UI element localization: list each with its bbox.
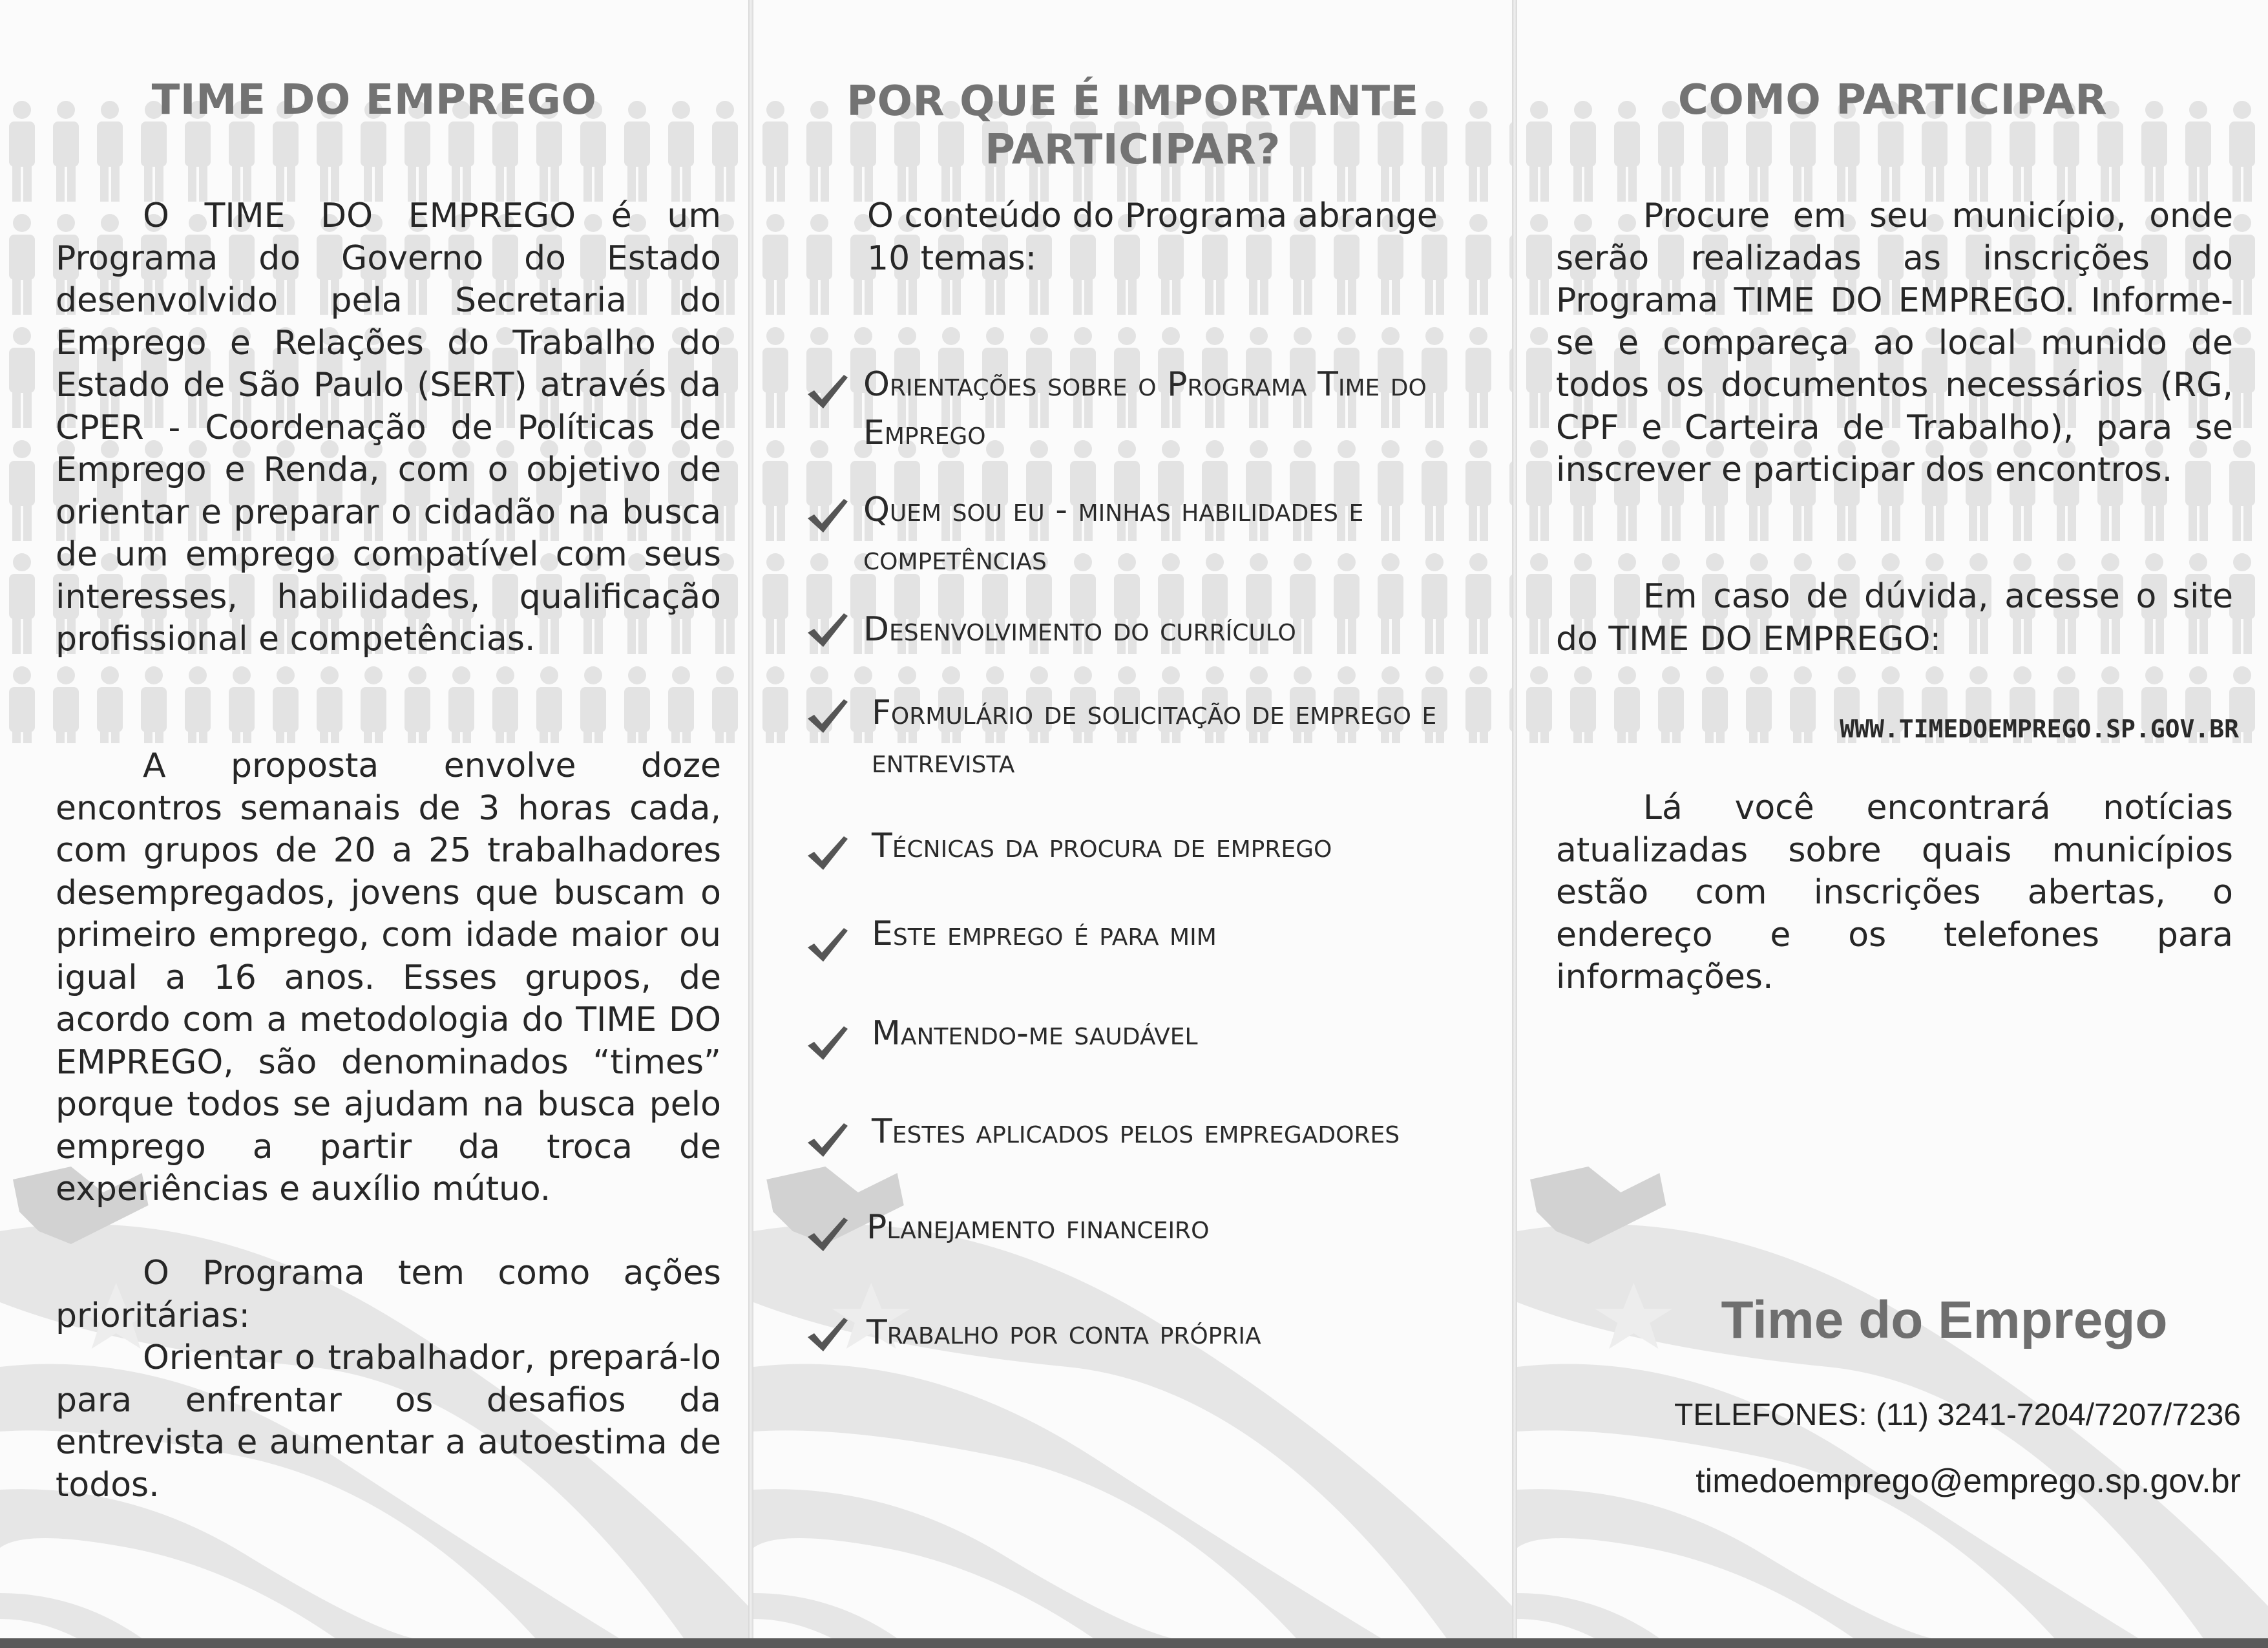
themes-intro: O conteúdo do Programa abrange 10 temas: <box>867 196 1438 278</box>
panel-title: TIME DO EMPREGO <box>151 76 597 124</box>
check-mark-icon <box>805 496 850 535</box>
intro-paragraph: O TIME DO EMPREGO é um Programa do Governo do Estado desenvolvido pela Secretaria do Emprego e Relações do Trabalho do Estado de São Paulo (SERT) através da CPER - Coordenação de Políticas de Emprego e Renda, com o objetivo de orientar e preparar o cidadão na busca de um emprego compatível com seus interesses, habilidades, qualificação profissional e competências. <box>56 196 721 659</box>
theme-label: Técnicas da procura de emprego <box>872 827 1332 865</box>
participation-paragraph: Procure em seu município, onde serão realizadas as inscrições do Programa TIME DO EMPREGO. Informe-se e compareça ao local munido de todos os documentos necessários (RG, CPF e Carteira de Trabalho), para se inscrever e participar dos encontros. <box>1556 196 2233 489</box>
check-mark-icon <box>805 1215 850 1254</box>
brand-logo-text: Time do Emprego <box>1721 1291 2168 1349</box>
priority-actions-heading: O Programa tem como ações prioritárias: <box>56 1254 721 1335</box>
panel-title-line2: PARTICIPAR? <box>985 126 1281 174</box>
check-mark-icon <box>805 372 850 411</box>
check-mark-icon <box>805 925 850 964</box>
email-link[interactable]: timedoemprego@emprego.sp.gov.br <box>1696 1463 2241 1500</box>
check-mark-icon <box>805 834 850 872</box>
proposal-paragraph: A proposta envolve doze encontros semanais de 3 horas cada, com grupos de 20 a 25 trabalhadores desempregados, jovens que buscam o primeiro emprego, com idade maior ou igual a 16 anos. Esses grupos, de acordo com a metodologia do TIME DO EMPREGO, são denominados “times” porque todos se ajudam na busca pelo emprego a partir da troca de experiências e auxílio mútuo. <box>56 746 721 1209</box>
theme-label: Planejamento financeiro <box>866 1208 1210 1247</box>
theme-label: Testes aplicados pelos empregadores <box>872 1112 1400 1151</box>
news-paragraph: Lá você encontrará notícias atualizadas sobre quais municípios estão com inscrições abertas, o endereço e os telefones para informações. <box>1556 788 2233 997</box>
theme-label: Orientações sobre o Programa Time do Emprego <box>863 365 1427 452</box>
theme-label: Trabalho por conta própria <box>866 1313 1261 1352</box>
theme-label: Formulário de solicitação de emprego e entrevista <box>872 693 1437 781</box>
priority-actions-paragraph: Orientar o trabalhador, prepará-lo para enfrentar os desafios da entrevista e aumentar a autoestima de todos. <box>56 1338 721 1505</box>
doubt-paragraph: Em caso de dúvida, acesse o site do TIME DO EMPREGO: <box>1556 577 2233 659</box>
fold-line <box>748 0 753 1638</box>
panel-how-to-participate <box>1517 0 2268 1638</box>
check-mark-icon <box>805 1315 850 1354</box>
page-edge <box>0 1638 2268 1648</box>
check-mark-icon <box>805 1121 850 1159</box>
theme-label: Quem sou eu - minhas habilidades e competências <box>863 491 1364 578</box>
check-mark-icon <box>805 611 850 650</box>
panel-time-do-emprego <box>0 0 748 1638</box>
check-mark-icon <box>805 1024 850 1062</box>
fold-line <box>1512 0 1517 1638</box>
panel-title: COMO PARTICIPAR <box>1677 76 2108 124</box>
website-link[interactable]: WWW.TIMEDOEMPREGO.SP.GOV.BR <box>1840 715 2239 743</box>
panel-title-line1: POR QUE É IMPORTANTE <box>846 78 1419 125</box>
phone-numbers: TELEFONES: (11) 3241-7204/7207/7236 <box>1674 1398 2241 1432</box>
check-mark-icon <box>805 697 850 735</box>
theme-label: Desenvolvimento do currículo <box>863 610 1296 649</box>
theme-label: Este emprego é para mim <box>872 914 1217 953</box>
panel-importance <box>753 0 1512 1638</box>
theme-label: Mantendo-me saudável <box>872 1014 1198 1053</box>
